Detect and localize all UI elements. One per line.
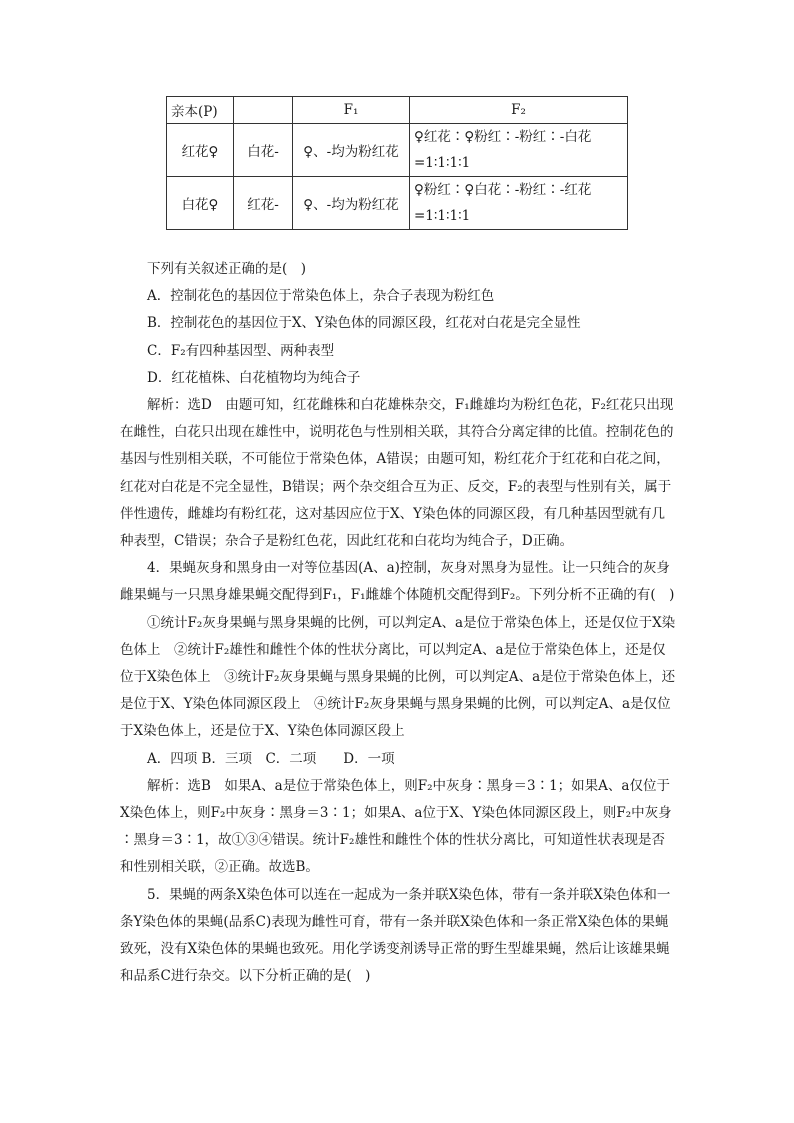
question-text <box>120 256 676 990</box>
cell-f2-line2: =1∶1∶1∶1 <box>414 208 471 224</box>
cell-f2 <box>410 124 628 177</box>
cell-male-parent: 红花- <box>234 177 293 230</box>
cell-f2 <box>410 177 628 230</box>
cell-male-parent: 白花- <box>234 124 293 177</box>
table-header-parent: 亲本(P) <box>167 97 234 124</box>
q3-analysis: 解析：选D 由题可知，红花雌株和白花雄株杂交，F₁雌雄均为粉红色花，F₂红花只出现在雌性，白花只出现在雄性中，说明花色与性别相关联，其符合分离定律的比值。控制花色的基因与性别相关联，不可能位于常染色体，A错误；由题可知，粉红花介于红花和白花之间，红花对白花是不完全显性，B错误；两个杂交组合互为正、反交，F₂的表型与性别有关，属于伴性遗传，雌雄均有粉红花，这对基因应位于X、Y染色体的同源区段，有几种基因型就有几种表型，C错误；杂合子是粉红色花，因此红花和白花均为纯合子，D正确。 <box>120 397 674 550</box>
q3-option-a: A．控制花色的基因位于常染色体上，杂合子表现为粉红色 <box>147 288 495 305</box>
q4-options: A．四项 B．三项 C．二项 D．一项 <box>147 750 395 767</box>
q4-statements: ①统计F₂灰身果蝇与黑身果蝇的比例，可以判定A、a是位于常染色体上，还是仅位于X染色体上 ②统计F₂雄性和雌性个体的性状分离比，可以判定A、a是位于常染色体上，还是仅位于X染色体上 ③统计F₂灰身果蝇与黑身果蝇的比例，可以判定A、a是位于常染色体上，还是位于X、Y染色体同源区段上 ④统计F₂灰身果蝇与黑身果蝇的比例，可以判定A、a是仅位于X染色体上，还是位于X、Y染色体同源区段上 <box>120 614 676 740</box>
cell-female-parent: 白花♀ <box>167 177 234 230</box>
cell-f1: ♀、-均为粉红花 <box>293 177 410 230</box>
q3-option-b: B．控制花色的基因位于X、Y染色体的同源区段，红花对白花是完全显性 <box>147 315 581 332</box>
table-row <box>167 177 628 230</box>
table-header-row <box>167 97 628 124</box>
q3-stem: 下列有关叙述正确的是( ) <box>147 261 307 277</box>
cell-f1: ♀、-均为粉红花 <box>293 124 410 177</box>
q4-stem: 4．果蝇灰身和黑身由一对等位基因(A、a)控制，灰身对黑身为显性。让一只纯合的灰身雌果蝇与一只黑身雄果蝇交配得到F₁，F₁雌雄个体随机交配得到F₂。下列分析不正确的有( ) <box>120 560 675 604</box>
table-header-f2: F₂ <box>410 97 628 124</box>
q3-option-c: C．F₂有四种基因型、两种表型 <box>147 342 335 359</box>
table-header-f1: F₁ <box>293 97 410 124</box>
cell-f2-line2: =1∶1∶1∶1 <box>414 155 471 171</box>
cell-f2-line1: ♀粉红∶♀白花∶-粉红∶-红花 <box>414 182 592 198</box>
q4-analysis: 解析：选B 如果A、a是位于常染色体上，则F₂中灰身∶黑身＝3∶1；如果A、a仅位于X染色体上，则F₂中灰身∶黑身＝3∶1；如果A、a位于X、Y染色体同源区段上，则F₂中灰身∶黑身＝3∶1，故①③④错误。统计F₂雄性和雌性个体的性状分离比，可知道性状表现是否和性别相关联，②正确。故选B。 <box>120 777 672 876</box>
cell-f2-line1: ♀红花∶♀粉红∶-粉红∶-白花 <box>414 129 592 145</box>
q5-stem: 5．果蝇的两条X染色体可以连在一起成为一条并联X染色体，带有一条并联X染色体和一条Y染色体的果蝇(品系C)表现为雌性可育，带有一条并联X染色体和一条正常X染色体的果蝇致死，没有X染色体的果蝇也致死。用化学诱变剂诱导正常的野生型雄果蝇，然后让该雄果蝇和品系C进行杂交。以下分析正确的是( ) <box>120 886 671 985</box>
cross-results-table <box>166 96 628 230</box>
cell-female-parent: 红花♀ <box>167 124 234 177</box>
q3-option-d: D．红花植株、白花植物均为纯合子 <box>147 369 361 386</box>
table-header-blank <box>234 97 293 124</box>
table-row <box>167 124 628 177</box>
